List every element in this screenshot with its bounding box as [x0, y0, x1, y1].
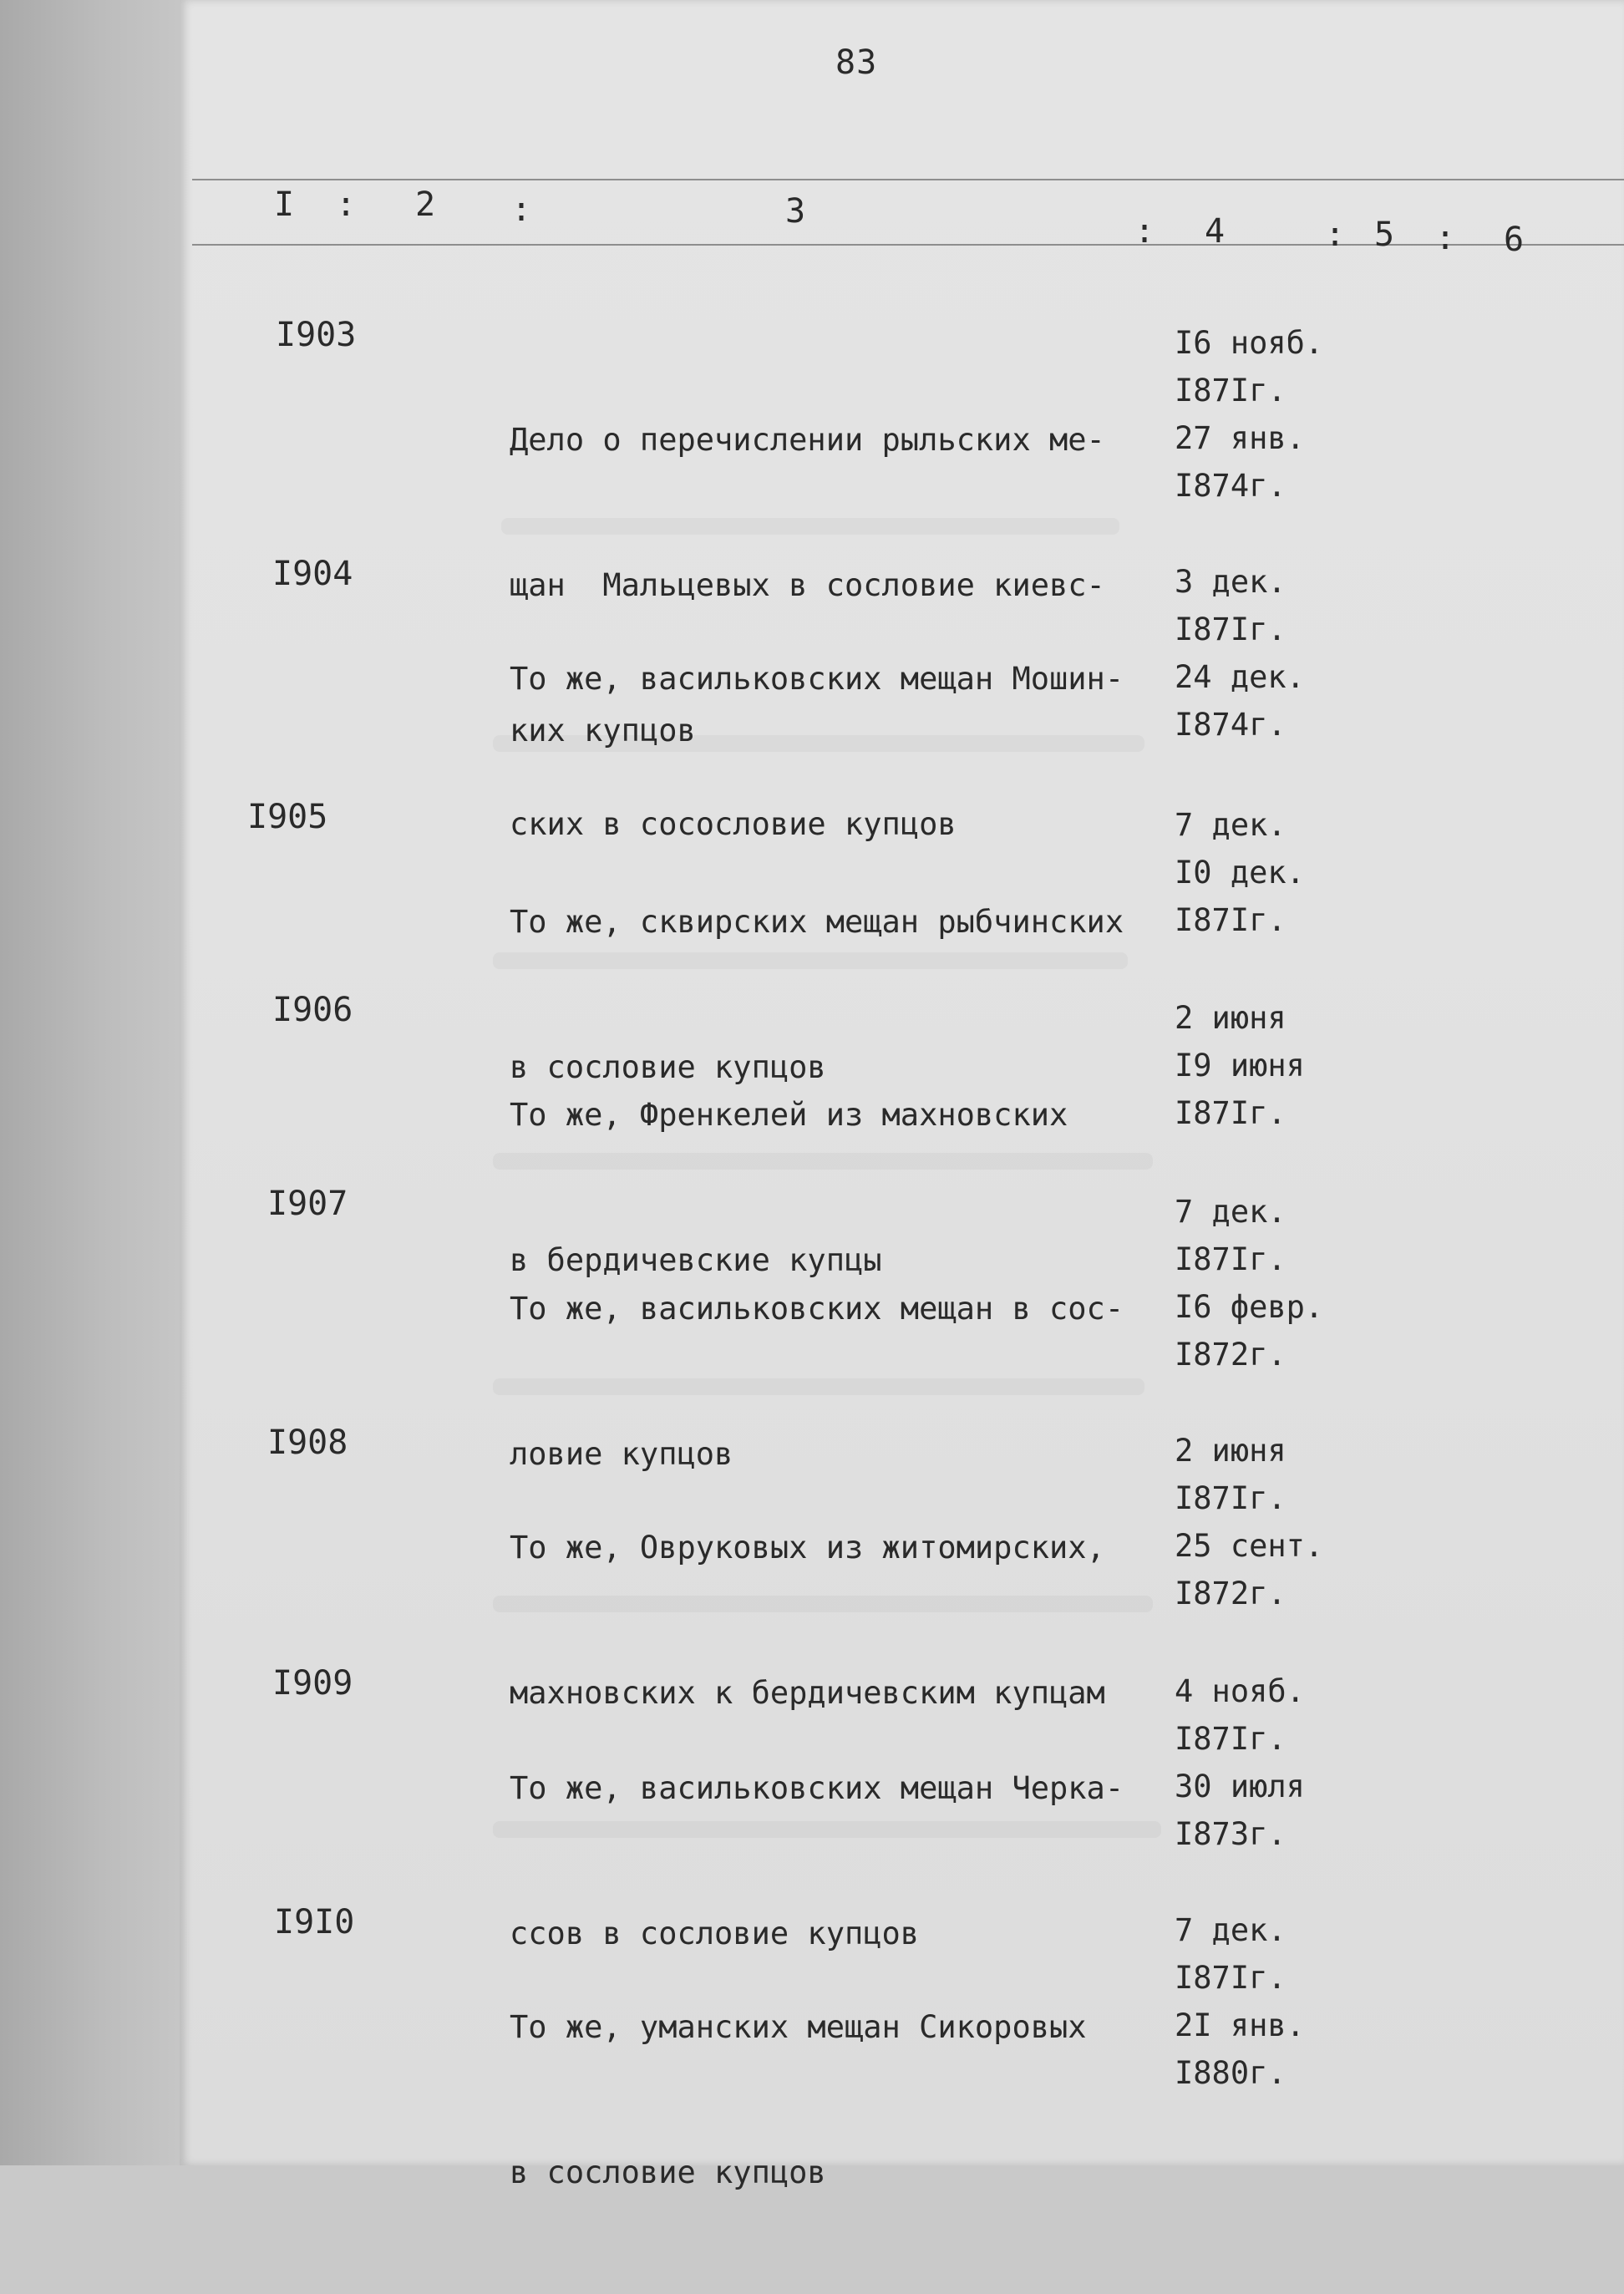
column-separator: : — [1325, 216, 1346, 254]
date-line: I873г. — [1175, 1816, 1287, 1852]
entry-dates — [1175, 319, 1323, 510]
entry-number: I9I0 — [274, 1903, 355, 1941]
description-line: То же, сквирских мещан рыбчинских — [510, 904, 1124, 940]
date-line: I9 июня — [1175, 1048, 1305, 1084]
column-separator: : — [336, 185, 357, 224]
column-header-2: 2 — [415, 185, 436, 224]
description-line: То же, васильковских мещан в сос- — [510, 1291, 1124, 1327]
description-line: ловие купцов — [510, 1436, 733, 1472]
entry-dates — [1175, 558, 1305, 749]
date-line: 30 июля — [1175, 1769, 1305, 1804]
description-line: щан Мальцевых в сословие киевс- — [510, 567, 1105, 603]
date-line: I6 февр. — [1175, 1289, 1324, 1325]
date-line: I87Iг. — [1175, 1241, 1287, 1277]
description-line: в сословие купцов — [510, 2154, 826, 2190]
date-line: I880г. — [1175, 2055, 1287, 2091]
description-line: ских в сосословие купцов — [510, 806, 957, 842]
entry-number: I904 — [272, 555, 353, 593]
entry-number: I908 — [267, 1424, 348, 1462]
date-line: I87Iг. — [1175, 1960, 1287, 1996]
date-line: 7 дек. — [1175, 1194, 1287, 1230]
date-line: I0 дек. — [1175, 855, 1305, 891]
description-line: То же, уманских мещан Сикоровых — [510, 2009, 1087, 2045]
description-line: в бердичевские купцы — [510, 1242, 882, 1278]
date-line: I874г. — [1175, 468, 1287, 504]
date-line: I6 нояб. — [1175, 325, 1324, 361]
description-line: ких купцов — [510, 713, 696, 749]
entry-number: I907 — [267, 1185, 348, 1223]
date-line: 27 янв. — [1175, 420, 1305, 456]
column-header-5: 5 — [1374, 216, 1395, 254]
column-separator: : — [1435, 219, 1456, 257]
header-rule-bottom — [192, 244, 1624, 246]
description-line: То же, васильковских мещан Мошин- — [510, 661, 1124, 697]
date-line: 25 сент. — [1175, 1528, 1324, 1564]
date-line: I872г. — [1175, 1576, 1287, 1611]
entry-dates — [1175, 801, 1305, 944]
date-line: I874г. — [1175, 707, 1287, 743]
date-line: 4 нояб. — [1175, 1673, 1305, 1709]
binding-gutter — [0, 0, 180, 2165]
date-line: I87Iг. — [1175, 902, 1287, 938]
column-header-4: 4 — [1205, 212, 1226, 251]
date-line: 7 дек. — [1175, 807, 1287, 843]
entry-number: I905 — [247, 798, 328, 836]
entry-dates — [1175, 1667, 1305, 1858]
entry-dates — [1175, 1906, 1305, 2097]
date-line: I87Iг. — [1175, 1480, 1287, 1516]
date-line: I87Iг. — [1175, 1095, 1287, 1131]
date-line: 2 июня — [1175, 1433, 1287, 1469]
column-separator: : — [1134, 212, 1155, 251]
column-header-6: 6 — [1504, 221, 1525, 259]
date-line: I87Iг. — [1175, 1721, 1287, 1757]
header-rule-top — [192, 179, 1624, 180]
description-line: То же, Френкелей из махновских — [510, 1097, 1068, 1133]
description-line: ссов в сословие купцов — [510, 1916, 920, 1951]
entry-dates — [1175, 1188, 1323, 1378]
date-line: 2 июня — [1175, 1000, 1287, 1036]
entry-number: I909 — [272, 1664, 353, 1703]
date-line: 24 дек. — [1175, 659, 1305, 695]
description-line: То же, васильковских мещан Черка- — [510, 1770, 1124, 1806]
entry-number: I903 — [276, 316, 357, 354]
entry-dates — [1175, 1427, 1323, 1617]
date-line: 2I янв. — [1175, 2007, 1305, 2043]
description-line: Дело о перечислении рыльских ме- — [510, 422, 1105, 458]
entry-dates — [1175, 994, 1305, 1137]
page-number: 83 — [835, 43, 878, 82]
entry-number: I906 — [272, 991, 353, 1029]
date-line: 3 дек. — [1175, 564, 1287, 600]
column-separator: : — [511, 190, 532, 229]
column-header-3: 3 — [785, 192, 806, 231]
date-line: I87Iг. — [1175, 373, 1287, 409]
column-header-1: I — [274, 185, 295, 224]
description-line: махновских к бердичевским купцам — [510, 1675, 1105, 1711]
description-line: в сословие купцов — [510, 1049, 826, 1085]
entry-description — [510, 1906, 1087, 2294]
date-line: 7 дек. — [1175, 1912, 1287, 1948]
date-line: I87Iг. — [1175, 612, 1287, 647]
date-line: I872г. — [1175, 1337, 1287, 1373]
description-line: То же, Овруковых из житомирских, — [510, 1530, 1105, 1566]
